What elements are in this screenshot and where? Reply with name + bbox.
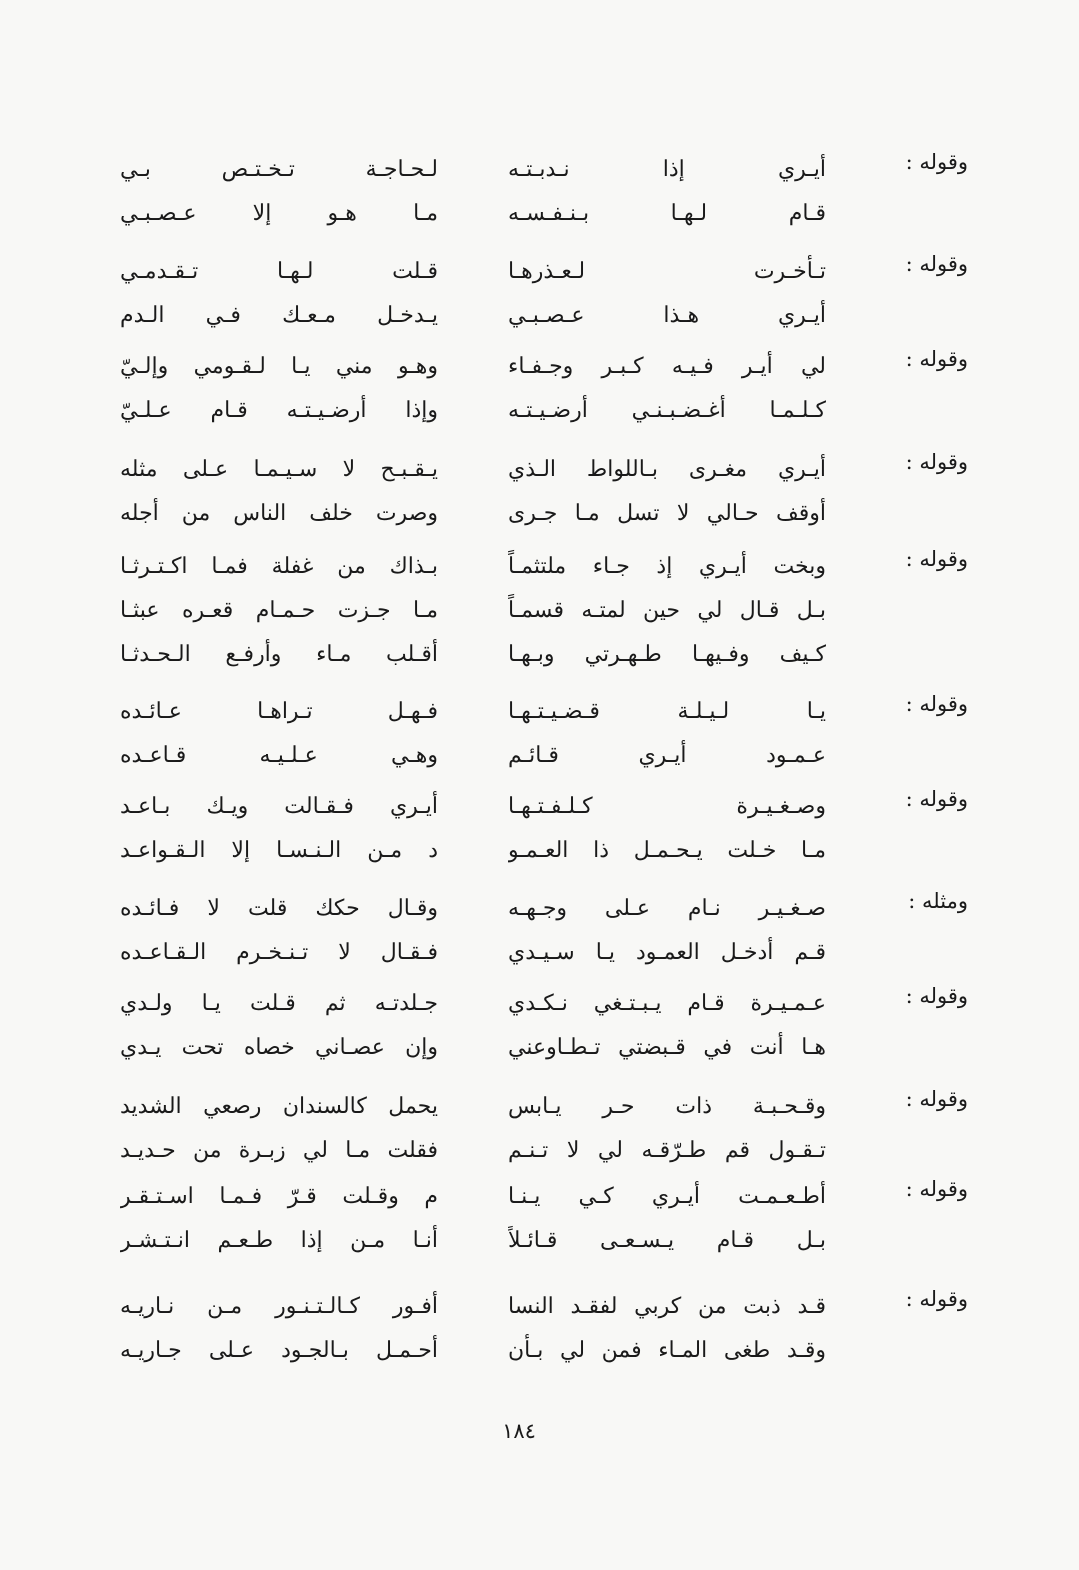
verse-line: أطـعـمـت أيـري كـي يـنـا [508, 1184, 826, 1209]
hemistich-second-column [120, 448, 438, 536]
verse-line: أيـري هـذا عـصـبـي [508, 303, 826, 328]
entry-label: وقوله : [905, 984, 968, 1008]
verse-line: وقـد طغى المـاء فمن لي بـأن [508, 1338, 826, 1363]
hemistich-first-column [508, 1285, 826, 1373]
hemistich-first-column [508, 250, 826, 338]
verse-line: قـلت لـهـا تـقـدمـي [120, 259, 438, 284]
verse-line: فقلت مـا لي زبـرة من حـديـد [120, 1138, 438, 1163]
hemistich-second-column [120, 1085, 438, 1173]
verse-line: كـيف وفـيهـا طـهـرتي وبـهـا [508, 642, 826, 667]
verse-line: أفـور كـالـتـنـور مـن نـاريـه [120, 1294, 438, 1319]
verse-line: عـمـود أيـري قـائـم [508, 743, 826, 768]
verse-line: مـا هـو إلا عـصـبـي [120, 201, 438, 226]
verse-line: أيـري إذا نـدبـتـه [508, 157, 826, 182]
hemistich-second-column [120, 148, 438, 236]
verse-line: أيـري مغـرى بـاللواط الـذي [508, 457, 826, 482]
hemistich-second-column [120, 982, 438, 1070]
hemistich-first-column [508, 887, 826, 975]
verse-line: يـدخـل مـعـك فـي الـدم [120, 303, 438, 328]
verse-line: م وقـلت قـرّ فـمـا اسـتـقـر [120, 1184, 438, 1209]
hemistich-second-column [120, 1175, 438, 1263]
verse-line: كـلـمـا أغـضـبـنـي أرضـيـتـه [508, 398, 826, 423]
verse-line: أقـلب مـاء وأرفـع الـحـدثـا [120, 642, 438, 667]
verse-line: أوقف حـالي لا تسل مـا جـرى [508, 501, 826, 526]
verse-line: قـم أدخـل العمـود يـا سـيـدي [508, 940, 826, 965]
entry-label: وقوله : [905, 692, 968, 716]
hemistich-first-column [508, 690, 826, 778]
hemistich-second-column [120, 250, 438, 338]
verse-line: لي أيـر فـيـه كـبـر وجـفـاء [508, 354, 826, 379]
page-number: ١٨٤ [502, 1419, 536, 1443]
hemistich-first-column [508, 448, 826, 536]
hemistich-second-column [120, 690, 438, 778]
verse-line: د مـن الـنـسـا إلا الـقـواعـد [120, 838, 438, 863]
hemistich-first-column [508, 1085, 826, 1173]
verse-line: قـد ذبت من كربي لفقـد النسا [508, 1294, 826, 1319]
entry-label: وقوله : [905, 1087, 968, 1111]
verse-line: يـا لـيـلـة قـضـيـتـهـا [508, 699, 826, 724]
hemistich-second-column [120, 1285, 438, 1373]
verse-line: وبخت أيـري إذ جـاء ملتثمـاً [508, 554, 826, 579]
hemistich-second-column [120, 345, 438, 433]
hemistich-first-column [508, 785, 826, 873]
entry-label: وقوله : [905, 252, 968, 276]
verse-line: وهـي عـلـيـه قـاعـده [120, 743, 438, 768]
verse-line: قـام لـهـا بـنـفـسـه [508, 201, 826, 226]
verse-line: صـغـيـر نـام عـلى وجـهـه [508, 896, 826, 921]
verse-line: فـهـل تـراهـا عـائـده [120, 699, 438, 724]
entry-label: وقوله : [905, 1287, 968, 1311]
verse-line: لـحـاجـة تـخـتـص بـي [120, 157, 438, 182]
verse-line: أنـا مـن إذا طـعـم انـتـشـر [120, 1228, 438, 1253]
verse-line: وقـال حكك قلت لا فـائـده [120, 896, 438, 921]
hemistich-first-column [508, 1175, 826, 1263]
verse-line: جـلدتـه ثم قـلت يـا ولـدي [120, 991, 438, 1016]
verse-line: وصرت خلف الناس من أجله [120, 501, 438, 526]
verse-line: أيـري فـقـالت ويـك بـاعـد [120, 794, 438, 819]
verse-line: عـمـيـرة قـام يـبـتـغي نـكـدي [508, 991, 826, 1016]
hemistich-second-column [120, 785, 438, 873]
entry-label: وقوله : [905, 150, 968, 174]
verse-line: يـقـبـح لا سـيـمـا عـلى مثله [120, 457, 438, 482]
verse-line: وقـحـبـة ذات حـر يـابس [508, 1094, 826, 1119]
hemistich-second-column [120, 887, 438, 975]
verse-line: هـا أنت في قـبضتي تـطـاوعني [508, 1035, 826, 1060]
verse-line: مـا جـزت حـمـام قعـره عبثـا [120, 598, 438, 623]
hemistich-first-column [508, 148, 826, 236]
entry-label: وقوله : [905, 347, 968, 371]
verse-line: بـذاك من غفلة فمـا اكـتـرثـا [120, 554, 438, 579]
verse-line: وهـو مني يـا لـقـومي وإلـيّ [120, 354, 438, 379]
entry-label: ومثله : [908, 889, 968, 913]
verse-line: مـا خـلت يـحـمـل ذا العـمـو [508, 838, 826, 863]
verse-line: وإذا أرضـيـتـه قـام عـلـيّ [120, 398, 438, 423]
entry-label: وقوله : [905, 547, 968, 571]
verse-line: أحـمـل بـالجـود عـلى جـاريـه [120, 1338, 438, 1363]
verse-line: بـل قـال لي حين لمتـه قسمـاً [508, 598, 826, 623]
hemistich-first-column [508, 982, 826, 1070]
verse-line: وصـغـيـرة كـلـفـتـهـا [508, 794, 826, 819]
verse-line: فـقـال لا تـنـخـرم الـقـاعـده [120, 940, 438, 965]
entry-label: وقوله : [905, 450, 968, 474]
hemistich-first-column [508, 345, 826, 433]
entry-label: وقوله : [905, 1177, 968, 1201]
hemistich-first-column [508, 545, 826, 677]
hemistich-second-column [120, 545, 438, 677]
verse-line: يحمل كالسندان رصعي الشديد [120, 1094, 438, 1119]
verse-line: وإن عصـاني خصاه تحت يـدي [120, 1035, 438, 1060]
verse-line: بـل قـام يـسـعـى قـائـلاً [508, 1228, 826, 1253]
entry-label: وقوله : [905, 787, 968, 811]
verse-line: تـأخـرت لـعـذرهـا [508, 259, 826, 284]
verse-line: تـقـول قم طـرّقـه لي لا تـنـم [508, 1138, 826, 1163]
